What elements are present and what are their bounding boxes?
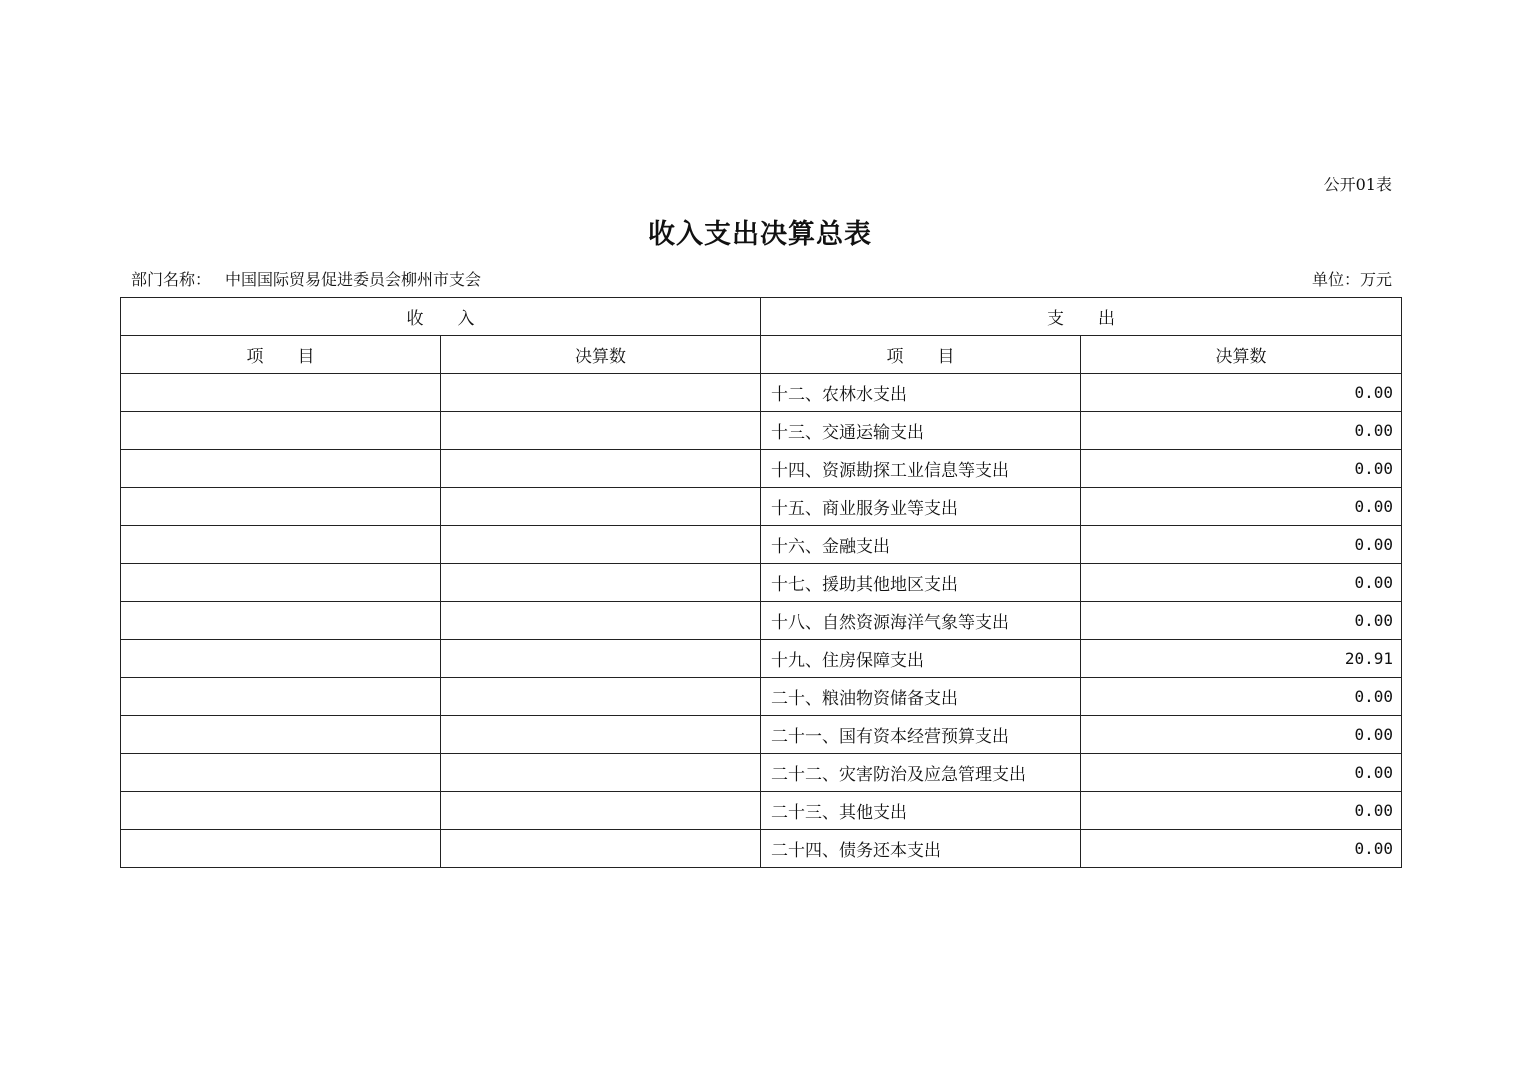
expense-amount-cell: 0.00	[1081, 450, 1402, 488]
expense-amount-cell: 0.00	[1081, 678, 1402, 716]
table-row	[121, 716, 1402, 754]
expense-item-cell: 十二、农林水支出	[761, 374, 1081, 412]
expense-amount-cell: 0.00	[1081, 564, 1402, 602]
expense-amount-cell: 0.00	[1081, 716, 1402, 754]
income-group-header: 收 入	[121, 298, 761, 336]
table-row	[121, 412, 1402, 450]
expense-item-cell: 十七、援助其他地区支出	[761, 564, 1081, 602]
department-line	[131, 267, 481, 290]
page-title: 收入支出决算总表	[648, 219, 872, 250]
department-value: 中国国际贸易促进委员会柳州市支会	[225, 270, 482, 289]
income-amount-cell	[441, 678, 761, 716]
expense-item-cell: 十五、商业服务业等支出	[761, 488, 1081, 526]
income-item-cell	[121, 488, 441, 526]
table-row	[121, 450, 1402, 488]
expense-item-cell: 十九、住房保障支出	[761, 640, 1081, 678]
income-amount-cell	[441, 602, 761, 640]
expense-amount-cell: 0.00	[1081, 602, 1402, 640]
expense-group-header: 支 出	[761, 298, 1402, 336]
income-amount-cell	[441, 716, 761, 754]
table-row	[121, 564, 1402, 602]
budget-table	[120, 297, 1402, 868]
column-header-row	[121, 336, 1402, 374]
table-row	[121, 792, 1402, 830]
expense-item-cell: 二十一、国有资本经营预算支出	[761, 716, 1081, 754]
income-item-cell	[121, 716, 441, 754]
expense-amount-cell: 0.00	[1081, 374, 1402, 412]
income-item-cell	[121, 640, 441, 678]
table-row	[121, 754, 1402, 792]
income-amount-cell	[441, 792, 761, 830]
income-item-cell	[121, 564, 441, 602]
expense-item-cell: 十八、自然资源海洋气象等支出	[761, 602, 1081, 640]
income-item-cell	[121, 830, 441, 868]
income-item-cell	[121, 374, 441, 412]
income-item-cell	[121, 602, 441, 640]
group-header-row	[121, 298, 1402, 336]
table-row	[121, 602, 1402, 640]
income-amount-cell	[441, 412, 761, 450]
income-item-cell	[121, 412, 441, 450]
expense-item-cell: 十三、交通运输支出	[761, 412, 1081, 450]
income-amount-cell	[441, 374, 761, 412]
department-label: 部门名称：	[131, 270, 212, 289]
income-amount-cell	[441, 754, 761, 792]
unit-label: 单位：万元	[1311, 270, 1392, 289]
income-amount-cell	[441, 830, 761, 868]
expense-item-cell: 二十三、其他支出	[761, 792, 1081, 830]
expense-amount-cell: 20.91	[1081, 640, 1402, 678]
expense-item-cell: 二十二、灾害防治及应急管理支出	[761, 754, 1081, 792]
income-amount-cell	[441, 450, 761, 488]
expense-amount-cell: 0.00	[1081, 488, 1402, 526]
form-code: 公开01表	[1323, 175, 1392, 194]
income-item-cell	[121, 792, 441, 830]
table-row	[121, 526, 1402, 564]
income-item-cell	[121, 526, 441, 564]
expense-amount-cell: 0.00	[1081, 754, 1402, 792]
table-row	[121, 374, 1402, 412]
expense-amount-header: 决算数	[1081, 336, 1402, 374]
income-amount-cell	[441, 488, 761, 526]
expense-item-cell: 二十四、债务还本支出	[761, 830, 1081, 868]
income-amount-cell	[441, 640, 761, 678]
income-amount-cell	[441, 526, 761, 564]
expense-item-cell: 十六、金融支出	[761, 526, 1081, 564]
expense-item-cell: 二十、粮油物资储备支出	[761, 678, 1081, 716]
income-amount-cell	[441, 564, 761, 602]
income-amount-header: 决算数	[441, 336, 761, 374]
table-row	[121, 488, 1402, 526]
expense-amount-cell: 0.00	[1081, 830, 1402, 868]
income-item-cell	[121, 678, 441, 716]
income-item-cell	[121, 754, 441, 792]
expense-amount-cell: 0.00	[1081, 412, 1402, 450]
table-row	[121, 678, 1402, 716]
expense-item-header: 项 目	[761, 336, 1081, 374]
table-row	[121, 640, 1402, 678]
income-item-cell	[121, 450, 441, 488]
expense-amount-cell: 0.00	[1081, 792, 1402, 830]
expense-amount-cell: 0.00	[1081, 526, 1402, 564]
expense-item-cell: 十四、资源勘探工业信息等支出	[761, 450, 1081, 488]
table-row	[121, 830, 1402, 868]
income-item-header: 项 目	[121, 336, 441, 374]
